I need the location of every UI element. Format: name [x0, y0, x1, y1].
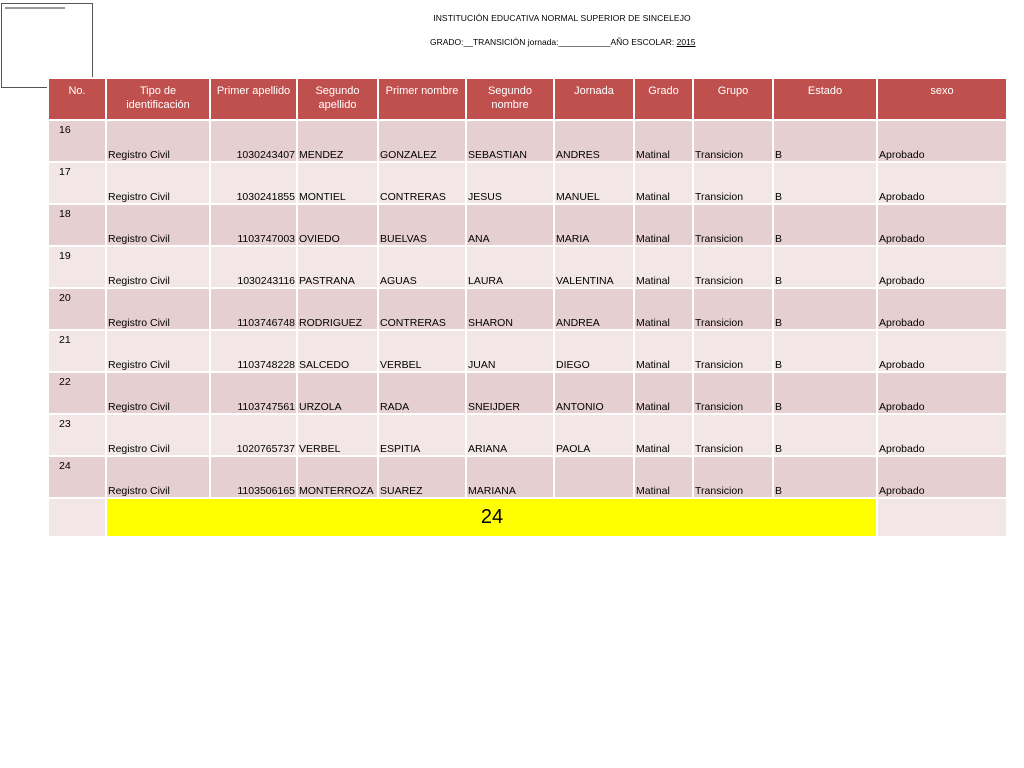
- cell-primer-nombre: LAURA: [466, 246, 554, 288]
- col-header-grupo: Grupo: [693, 78, 773, 120]
- school-year: 2015: [676, 37, 696, 47]
- cell-estado: Aprobado: [877, 120, 1007, 162]
- cell-id: 1030241855: [210, 162, 297, 204]
- cell-primer-apellido: PASTRANA: [297, 246, 378, 288]
- cell-grado: Transicion: [693, 456, 773, 498]
- cell-primer-apellido: VERBEL: [297, 414, 378, 456]
- cell-segundo-apellido: AGUAS: [378, 246, 466, 288]
- cell-estado: Aprobado: [877, 246, 1007, 288]
- cell-grupo: B: [773, 120, 877, 162]
- cell-segundo-nombre: MARIA: [554, 204, 634, 246]
- cell-tipo: Registro Civil: [106, 120, 210, 162]
- logo-caption-line: [5, 7, 65, 9]
- cell-no: 20: [48, 288, 106, 330]
- cell-grupo: B: [773, 204, 877, 246]
- cell-tipo: Registro Civil: [106, 372, 210, 414]
- cell-estado: Aprobado: [877, 372, 1007, 414]
- col-header-grado: Grado: [634, 78, 693, 120]
- cell-grupo: B: [773, 162, 877, 204]
- page-title: INSTITUCIÓN EDUCATIVA NORMAL SUPERIOR DE SINCELEJO: [433, 13, 691, 23]
- cell-segundo-apellido: CONTRERAS: [378, 162, 466, 204]
- cell-primer-nombre: ARIANA: [466, 414, 554, 456]
- cell-primer-apellido: MONTERROZA: [297, 456, 378, 498]
- cell-id: 1030243407: [210, 120, 297, 162]
- cell-primer-nombre: JESUS: [466, 162, 554, 204]
- cell-segundo-apellido: SUAREZ: [378, 456, 466, 498]
- cell-primer-apellido: URZOLA: [297, 372, 378, 414]
- cell-primer-nombre: SHARON: [466, 288, 554, 330]
- table-row: [48, 456, 1007, 498]
- cell-no: 21: [48, 330, 106, 372]
- cell-estado: Aprobado: [877, 456, 1007, 498]
- cell-segundo-nombre: ANDREA: [554, 288, 634, 330]
- cell-no: 16: [48, 120, 106, 162]
- cell-jornada: Matinal: [634, 330, 693, 372]
- cell-grado: Transicion: [693, 162, 773, 204]
- cell-no: 17: [48, 162, 106, 204]
- cell-grupo: B: [773, 288, 877, 330]
- table-row: [48, 120, 1007, 162]
- cell-grado: Transicion: [693, 330, 773, 372]
- cell-jornada: Matinal: [634, 372, 693, 414]
- cell-segundo-apellido: RADA: [378, 372, 466, 414]
- cell-jornada: Matinal: [634, 414, 693, 456]
- students-table: [47, 77, 1008, 538]
- col-header-segundo-apellido: Segundo apellido: [297, 78, 378, 120]
- cell-estado: Aprobado: [877, 162, 1007, 204]
- total-spacer-left: [48, 498, 106, 537]
- cell-jornada: Matinal: [634, 162, 693, 204]
- cell-segundo-nombre: MANUEL: [554, 162, 634, 204]
- cell-jornada: Matinal: [634, 288, 693, 330]
- cell-grado: Transicion: [693, 120, 773, 162]
- cell-primer-nombre: JUAN: [466, 330, 554, 372]
- cell-primer-nombre: ANA: [466, 204, 554, 246]
- cell-id: 1030243116: [210, 246, 297, 288]
- col-header-primer-apellido: Primer apellido: [210, 78, 297, 120]
- cell-segundo-nombre: ANTONIO: [554, 372, 634, 414]
- page-subtitle: [430, 37, 696, 47]
- cell-tipo: Registro Civil: [106, 330, 210, 372]
- cell-segundo-apellido: GONZALEZ: [378, 120, 466, 162]
- cell-id: 1103747003: [210, 204, 297, 246]
- cell-tipo: Registro Civil: [106, 204, 210, 246]
- cell-primer-apellido: SALCEDO: [297, 330, 378, 372]
- col-header-jornada: Jornada: [554, 78, 634, 120]
- table-row: [48, 330, 1007, 372]
- table-row: [48, 414, 1007, 456]
- cell-segundo-apellido: CONTRERAS: [378, 288, 466, 330]
- table-row: [48, 204, 1007, 246]
- col-header-estado: Estado: [773, 78, 877, 120]
- cell-grupo: B: [773, 456, 877, 498]
- cell-no: 18: [48, 204, 106, 246]
- cell-segundo-apellido: BUELVAS: [378, 204, 466, 246]
- col-header-primer-nombre: Primer nombre: [378, 78, 466, 120]
- cell-primer-apellido: OVIEDO: [297, 204, 378, 246]
- table-row: [48, 246, 1007, 288]
- col-header-tipo: Tipo de identificación: [106, 78, 210, 120]
- cell-tipo: Registro Civil: [106, 456, 210, 498]
- cell-segundo-apellido: VERBEL: [378, 330, 466, 372]
- col-header-segundo-nombre: Segundo nombre: [466, 78, 554, 120]
- cell-segundo-nombre: DIEGO: [554, 330, 634, 372]
- cell-estado: Aprobado: [877, 414, 1007, 456]
- cell-primer-apellido: RODRIGUEZ: [297, 288, 378, 330]
- cell-segundo-nombre: PAOLA: [554, 414, 634, 456]
- cell-jornada: Matinal: [634, 204, 693, 246]
- cell-jornada: Matinal: [634, 246, 693, 288]
- cell-primer-nombre: MARIANA: [466, 456, 554, 498]
- cell-grupo: B: [773, 246, 877, 288]
- table-header-row: [48, 78, 1007, 120]
- cell-segundo-nombre: VALENTINA: [554, 246, 634, 288]
- cell-no: 23: [48, 414, 106, 456]
- cell-segundo-nombre: ANDRES: [554, 120, 634, 162]
- cell-grado: Transicion: [693, 288, 773, 330]
- cell-jornada: Matinal: [634, 456, 693, 498]
- grado-jornada-label: GRADO:__TRANSICIÓN jornada:___________AÑO ESCOLAR:: [430, 37, 677, 47]
- cell-no: 22: [48, 372, 106, 414]
- cell-grado: Transicion: [693, 414, 773, 456]
- cell-grado: Transicion: [693, 246, 773, 288]
- cell-id: 1103748228: [210, 330, 297, 372]
- cell-primer-apellido: MENDEZ: [297, 120, 378, 162]
- cell-primer-apellido: MONTIEL: [297, 162, 378, 204]
- table-row: [48, 162, 1007, 204]
- cell-id: 1103506165: [210, 456, 297, 498]
- cell-tipo: Registro Civil: [106, 288, 210, 330]
- cell-tipo: Registro Civil: [106, 246, 210, 288]
- table-row: [48, 288, 1007, 330]
- cell-id: 1020765737: [210, 414, 297, 456]
- total-count: 24: [106, 498, 877, 537]
- cell-primer-nombre: SEBASTIAN: [466, 120, 554, 162]
- table-row: [48, 372, 1007, 414]
- cell-grupo: B: [773, 372, 877, 414]
- col-header-no: No.: [48, 78, 106, 120]
- cell-estado: Aprobado: [877, 330, 1007, 372]
- cell-primer-nombre: SNEIJDER: [466, 372, 554, 414]
- cell-id: 1103746748: [210, 288, 297, 330]
- cell-estado: Aprobado: [877, 288, 1007, 330]
- total-spacer-right: [877, 498, 1007, 537]
- col-header-sexo: sexo: [877, 78, 1007, 120]
- cell-segundo-nombre: [554, 456, 634, 498]
- cell-segundo-apellido: ESPITIA: [378, 414, 466, 456]
- cell-grupo: B: [773, 330, 877, 372]
- cell-no: 24: [48, 456, 106, 498]
- cell-grado: Transicion: [693, 372, 773, 414]
- cell-no: 19: [48, 246, 106, 288]
- cell-grupo: B: [773, 414, 877, 456]
- cell-jornada: Matinal: [634, 120, 693, 162]
- cell-estado: Aprobado: [877, 204, 1007, 246]
- cell-tipo: Registro Civil: [106, 414, 210, 456]
- cell-tipo: Registro Civil: [106, 162, 210, 204]
- total-row: [48, 498, 1007, 537]
- cell-id: 1103747561: [210, 372, 297, 414]
- cell-grado: Transicion: [693, 204, 773, 246]
